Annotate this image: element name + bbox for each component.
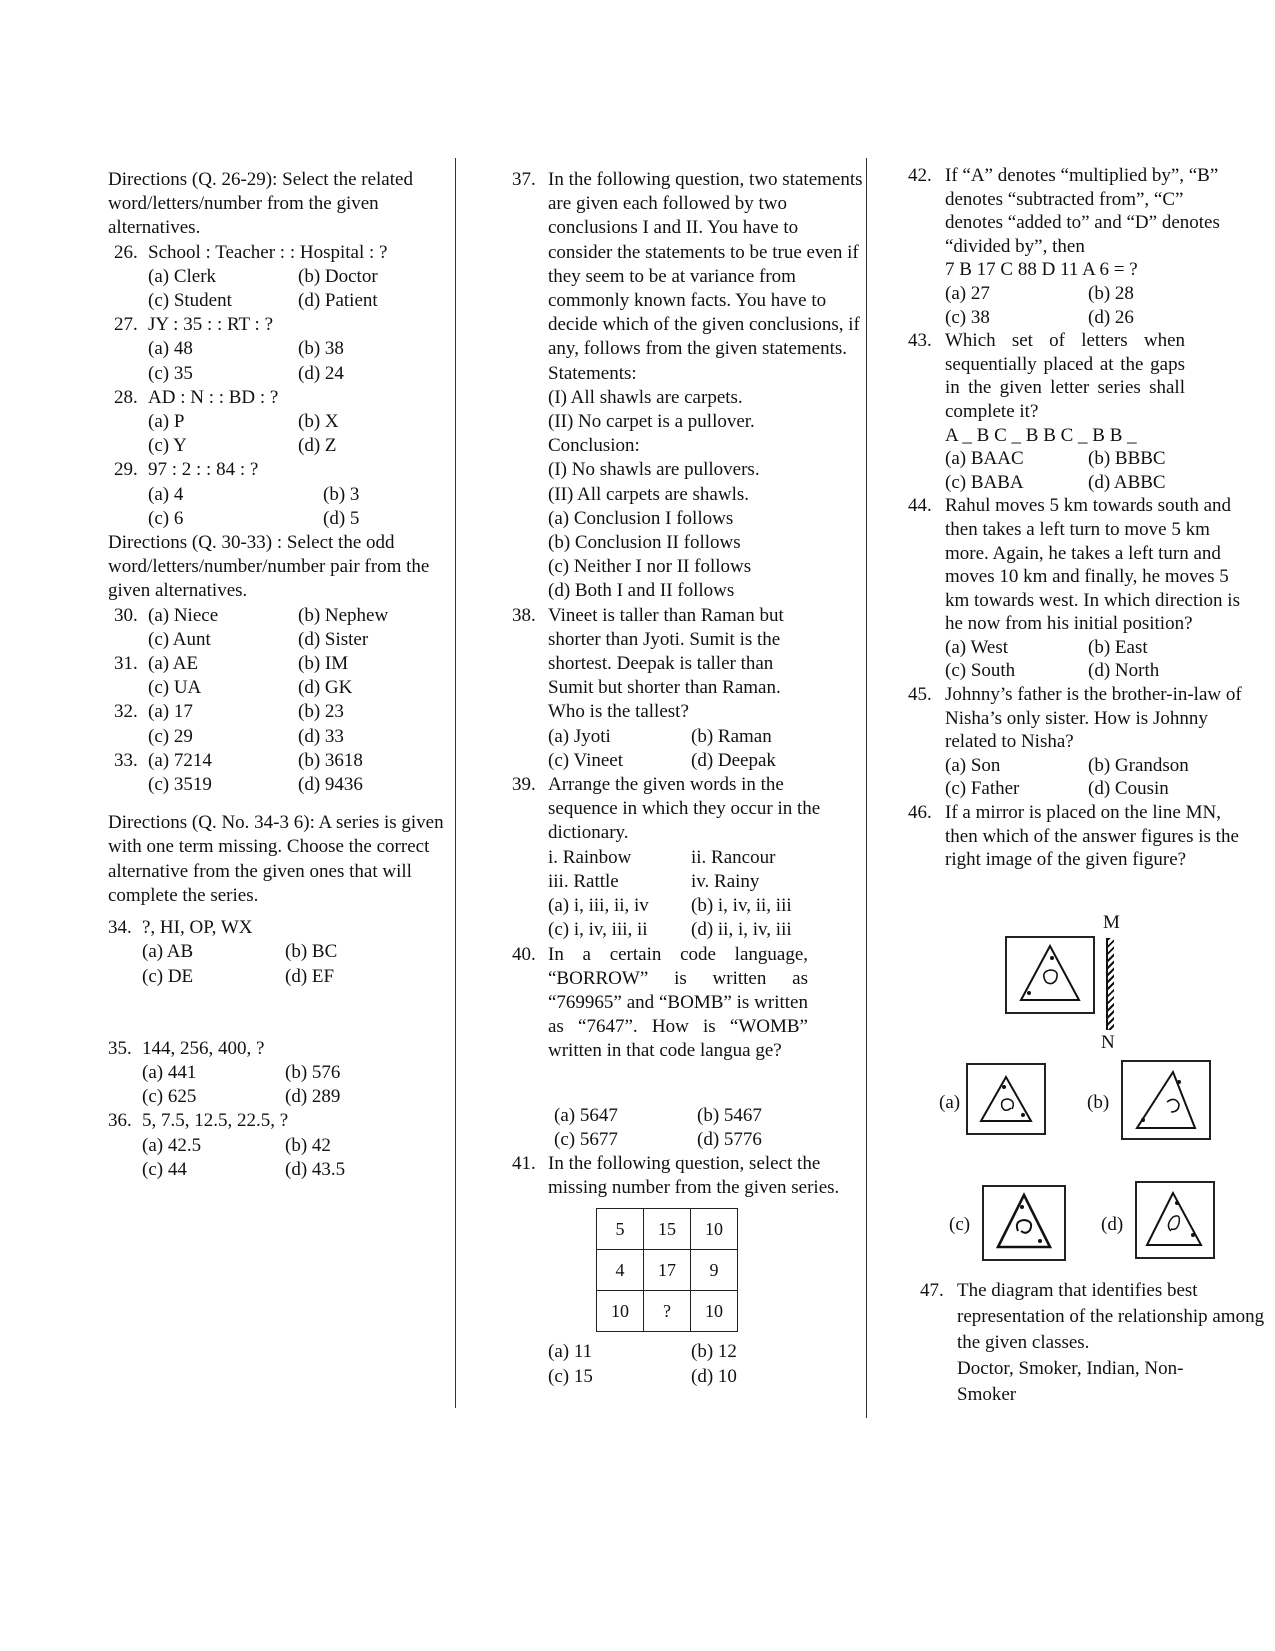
statements-label: Statements: — [548, 362, 637, 384]
word-4: iv. Rainy — [691, 870, 760, 892]
option-d[interactable]: (d) GK — [298, 677, 353, 699]
question-number: 38. — [512, 604, 536, 626]
question-stem: If a mirror is placed on the line MN, then which of the answer figures is the right image of the given figure? — [945, 802, 1239, 871]
question-number: 29. — [114, 459, 138, 481]
question-38 — [512, 604, 864, 773]
given-figure — [1005, 936, 1095, 1014]
answer-figure-b[interactable] — [1121, 1060, 1211, 1140]
question-stem: JY : 35 : : RT : ? — [148, 314, 274, 336]
option-a[interactable]: (a) 42.5 — [142, 1134, 202, 1156]
question-stem: In the following question, two statements are given each followed by two conclusions I and II. You have to consider the statements to be true even if they seem to be at variance from commonly known facts. You have to decide which of the given conclusions, if any, follows from the given statements. — [548, 169, 863, 360]
question-number: 27. — [114, 314, 138, 336]
option-b[interactable]: (b) Raman — [691, 725, 772, 747]
option-d[interactable]: (d) 10 — [691, 1365, 737, 1387]
option-b[interactable]: (b) 576 — [285, 1061, 341, 1083]
option-a[interactable]: (a) i, iii, ii, iv — [548, 895, 649, 917]
question-stem: 144, 256, 400, ? — [142, 1037, 265, 1059]
option-b[interactable]: (b) 42 — [285, 1134, 331, 1156]
option-a[interactable]: (a) AB — [142, 941, 194, 963]
grid-cell: 5 — [597, 1209, 644, 1250]
question-47 — [920, 1278, 1275, 1408]
question-stem: In the following question, select the missing number from the given series. — [548, 1152, 840, 1199]
question-stem: Vineet is taller than Raman but shorter than Jyoti. Sumit is the shortest. Deepak is taller than Sumit but shorter than Raman. Who is the tallest? — [548, 604, 784, 723]
question-number: 31. — [114, 653, 138, 675]
option-b[interactable]: (b) East — [1088, 636, 1148, 658]
option-d[interactable]: (d) Cousin — [1088, 778, 1169, 800]
answer-figure-d[interactable] — [1135, 1181, 1215, 1259]
class-list: Doctor, Smoker, Indian, Non-Smoker — [957, 1358, 1184, 1405]
expression: 7 B 17 C 88 D 11 A 6 = ? — [945, 259, 1138, 281]
question-29 — [108, 458, 458, 531]
option-b[interactable]: (b) IM — [298, 653, 349, 675]
option-d[interactable]: (d) 9436 — [298, 774, 363, 796]
question-41 — [512, 1152, 864, 1389]
column-1 — [108, 168, 458, 1182]
option-b[interactable]: (b) 12 — [691, 1341, 737, 1363]
option-b[interactable]: (b) X — [298, 411, 339, 433]
option-a[interactable]: (a) Jyoti — [548, 725, 611, 747]
answer-figure-a[interactable] — [966, 1063, 1046, 1135]
question-number: 33. — [114, 749, 138, 771]
option-c[interactable]: (c) 5677 — [554, 1128, 618, 1150]
question-stem: AD : N : : BD : ? — [148, 386, 279, 408]
column-divider-right — [866, 158, 867, 1418]
option-b[interactable]: (b) 3618 — [298, 749, 363, 771]
option-b[interactable]: (b) Conclusion II follows — [548, 532, 741, 554]
option-c[interactable]: (c) 38 — [945, 306, 990, 328]
grid-cell: ? — [644, 1291, 691, 1332]
question-36 — [108, 1109, 458, 1182]
question-stem: Arrange the given words in the sequence in which they occur in the dictionary. — [548, 774, 821, 844]
option-b[interactable]: (b) BC — [285, 941, 338, 963]
option-a[interactable]: (a) 11 — [548, 1341, 593, 1363]
question-37 — [512, 168, 864, 604]
question-stem: If “A” denotes “multiplied by”, “B” denotes “subtracted from”, “C” denotes “added to” and “D” denotes “divided by”, then — [945, 165, 1220, 257]
question-43 — [908, 329, 1243, 494]
question-number: 28. — [114, 386, 138, 408]
question-27 — [108, 313, 458, 386]
letter-series: A _ B C _ B B C _ B B _ — [945, 424, 1137, 446]
option-b[interactable]: (b) 23 — [298, 701, 344, 723]
triangle-spiral-icon — [984, 1187, 1064, 1259]
statement-1: (I) All shawls are carpets. — [548, 386, 743, 408]
option-b[interactable]: (b) Doctor — [298, 265, 378, 287]
option-d[interactable]: (d) 33 — [298, 725, 344, 747]
option-c[interactable]: (c) South — [945, 660, 1016, 682]
option-c[interactable]: (c) 35 — [148, 362, 193, 384]
question-stem: School : Teacher : : Hospital : ? — [148, 241, 388, 263]
option-a[interactable]: (a) P — [148, 411, 185, 433]
question-28 — [108, 386, 458, 459]
answer-figure-c[interactable] — [982, 1185, 1066, 1261]
question-stem: ?, HI, OP, WX — [142, 917, 253, 939]
word-2: ii. Rancour — [691, 846, 776, 868]
question-stem: 97 : 2 : : 84 : ? — [148, 459, 259, 481]
option-b[interactable]: (b) Grandson — [1088, 754, 1189, 776]
question-stem: The diagram that identifies best representation of the relationship among the given classes. — [957, 1280, 1265, 1353]
question-26 — [108, 241, 458, 314]
triangle-spiral-icon — [968, 1065, 1044, 1133]
answer-label-c[interactable]: (c) — [949, 1214, 971, 1235]
grid-cell: 4 — [597, 1250, 644, 1291]
question-number: 46. — [908, 802, 932, 824]
option-b[interactable]: (b) 28 — [1088, 282, 1134, 304]
grid-cell: 10 — [597, 1291, 644, 1332]
question-number: 35. — [108, 1037, 132, 1059]
question-stem: 5, 7.5, 12.5, 22.5, ? — [142, 1110, 289, 1132]
question-40 — [512, 943, 864, 1152]
conclusion-1: (I) No shawls are pullovers. — [548, 459, 760, 481]
mirror-figure — [1000, 912, 1140, 1053]
option-c[interactable]: (c) UA — [148, 677, 202, 699]
option-d[interactable]: (d) EF — [285, 965, 335, 987]
answer-label-a[interactable]: (a) — [939, 1092, 961, 1113]
number-grid — [596, 1208, 738, 1332]
option-c[interactable]: (c) Father — [945, 778, 1020, 800]
option-b[interactable]: (b) Nephew — [298, 604, 389, 626]
grid-cell: 10 — [691, 1291, 738, 1332]
grid-cell: 17 — [644, 1250, 691, 1291]
option-c[interactable]: (c) 44 — [142, 1158, 187, 1180]
option-c[interactable]: (c) 15 — [548, 1365, 593, 1387]
option-a[interactable]: (a) 5647 — [554, 1104, 618, 1126]
option-d[interactable]: (d) Both I and II follows — [548, 580, 735, 602]
option-a[interactable]: (a) BAAC — [945, 448, 1024, 470]
question-number: 40. — [512, 943, 536, 965]
option-c[interactable]: (c) Aunt — [148, 628, 211, 650]
question-42 — [908, 164, 1243, 329]
option-b[interactable]: (b) 38 — [298, 338, 344, 360]
option-c[interactable]: (c) Y — [148, 435, 187, 457]
option-d[interactable]: (d) 5776 — [697, 1128, 762, 1150]
option-a[interactable]: (a) Niece — [148, 604, 219, 626]
question-number: 43. — [908, 330, 932, 352]
option-d[interactable]: (d) Deepak — [691, 749, 776, 771]
option-a[interactable]: (a) Clerk — [148, 265, 217, 287]
column-2 — [512, 168, 864, 1389]
option-a[interactable]: (a) 441 — [142, 1061, 197, 1083]
question-32 — [108, 700, 458, 748]
directions-34-36: Directions (Q. No. 34-3 6): A series is given with one term missing. Choose the correct alternative from the given ones that will complete the series. — [108, 812, 444, 906]
option-a[interactable]: (a) AE — [148, 653, 199, 675]
question-35 — [108, 1037, 458, 1110]
option-c[interactable]: (c) DE — [142, 965, 194, 987]
column-3 — [908, 164, 1243, 872]
conclusion-2: (II) All carpets are shawls. — [548, 483, 750, 505]
option-c[interactable]: (c) Student — [148, 290, 232, 312]
question-stem: Rahul moves 5 km towards south and then takes a left turn to move 5 km more. Again, he takes a left turn and moves 10 km and finally, he moves 5 km towards west. In which direction is he now from his initial position? — [945, 495, 1240, 635]
question-number: 47. — [920, 1280, 944, 1301]
option-d[interactable]: (d) 24 — [298, 362, 344, 384]
option-c[interactable]: (c) Vineet — [548, 749, 623, 771]
option-d[interactable]: (d) Z — [298, 435, 337, 457]
option-c[interactable]: (c) BABA — [945, 471, 1024, 493]
question-30 — [108, 604, 458, 652]
answer-label-b[interactable]: (b) — [1087, 1092, 1110, 1113]
triangle-spiral-icon — [1007, 938, 1093, 1012]
question-34 — [108, 916, 458, 989]
question-number: 32. — [114, 701, 138, 723]
option-a[interactable]: (a) Conclusion I follows — [548, 507, 734, 529]
directions-26-29: Directions (Q. 26-29): Select the related word/letters/number from the given alternatives. — [108, 169, 413, 239]
answer-label-d[interactable]: (d) — [1101, 1214, 1124, 1235]
option-a[interactable]: (a) West — [945, 636, 1009, 658]
mirror-line — [1106, 938, 1114, 1030]
directions-30-33: Directions (Q. 30-33) : Select the odd word/letters/number/number pair from the given alternatives. — [108, 532, 430, 602]
question-number: 30. — [114, 604, 138, 626]
question-number: 42. — [908, 165, 932, 186]
triangle-spiral-icon — [1123, 1062, 1209, 1138]
option-b[interactable]: (b) BBBC — [1088, 448, 1166, 470]
question-39 — [512, 773, 864, 942]
triangle-spiral-icon — [1137, 1183, 1213, 1257]
question-number: 44. — [908, 495, 932, 517]
option-a[interactable]: (a) Son — [945, 754, 1001, 776]
grid-cell: 10 — [691, 1209, 738, 1250]
question-number: 45. — [908, 684, 932, 706]
option-b[interactable]: (b) 3 — [323, 483, 360, 505]
mirror-label-m: M — [1103, 912, 1120, 933]
option-a[interactable]: (a) 7214 — [148, 749, 212, 771]
mirror-label-n: N — [1101, 1032, 1115, 1053]
option-d[interactable]: (d) 5 — [323, 507, 360, 529]
option-a[interactable]: (a) 27 — [945, 282, 990, 304]
option-d[interactable]: (d) 43.5 — [285, 1158, 346, 1180]
option-d[interactable]: (d) Sister — [298, 628, 369, 650]
option-c[interactable]: (c) i, iv, iii, ii — [548, 919, 648, 941]
grid-cell: 15 — [644, 1209, 691, 1250]
question-number: 41. — [512, 1152, 536, 1174]
option-d[interactable]: (d) 289 — [285, 1086, 341, 1108]
option-d[interactable]: (d) 26 — [1088, 306, 1134, 328]
question-46 — [908, 801, 1243, 872]
option-d[interactable]: (d) Patient — [298, 290, 378, 312]
option-a[interactable]: (a) 4 — [148, 483, 184, 505]
option-c[interactable]: (c) 3519 — [148, 774, 212, 796]
question-number: 36. — [108, 1110, 132, 1132]
question-31 — [108, 652, 458, 700]
option-a[interactable]: (a) 17 — [148, 701, 193, 723]
option-c[interactable]: (c) 625 — [142, 1086, 197, 1108]
question-45 — [908, 683, 1243, 801]
option-b[interactable]: (b) 5467 — [697, 1104, 762, 1126]
option-a[interactable]: (a) 48 — [148, 338, 193, 360]
option-c[interactable]: (c) 29 — [148, 725, 193, 747]
question-number: 39. — [512, 774, 536, 796]
option-b[interactable]: (b) i, iv, ii, iii — [691, 895, 792, 917]
statement-2: (II) No carpet is a pullover. — [548, 411, 755, 433]
question-number: 37. — [512, 169, 536, 190]
question-33 — [108, 749, 458, 797]
word-1: i. Rainbow — [548, 846, 632, 868]
conclusion-label: Conclusion: — [548, 435, 640, 457]
option-d[interactable]: (d) North — [1088, 660, 1160, 682]
option-c[interactable]: (c) Neither I nor II follows — [548, 556, 752, 578]
question-stem: Which set of letters when sequentially placed at the gaps in the given letter series shall complete it? — [945, 330, 1185, 422]
question-number: 26. — [114, 241, 138, 263]
question-stem: In a certain code language, “BORROW” is written as “769965” and “BOMB” is written as “7647”. How is “WOMB” written in that code langua ge? — [548, 943, 808, 1062]
question-stem: Johnny’s father is the brother-in-law of Nisha’s only sister. How is Johnny related to Nisha? — [945, 684, 1242, 753]
option-c[interactable]: (c) 6 — [148, 507, 184, 529]
word-3: iii. Rattle — [548, 870, 619, 892]
question-number: 34. — [108, 917, 132, 939]
grid-cell: 9 — [691, 1250, 738, 1291]
option-d[interactable]: (d) ABBC — [1088, 471, 1166, 493]
option-d[interactable]: (d) ii, i, iv, iii — [691, 919, 792, 941]
question-44 — [908, 494, 1243, 683]
